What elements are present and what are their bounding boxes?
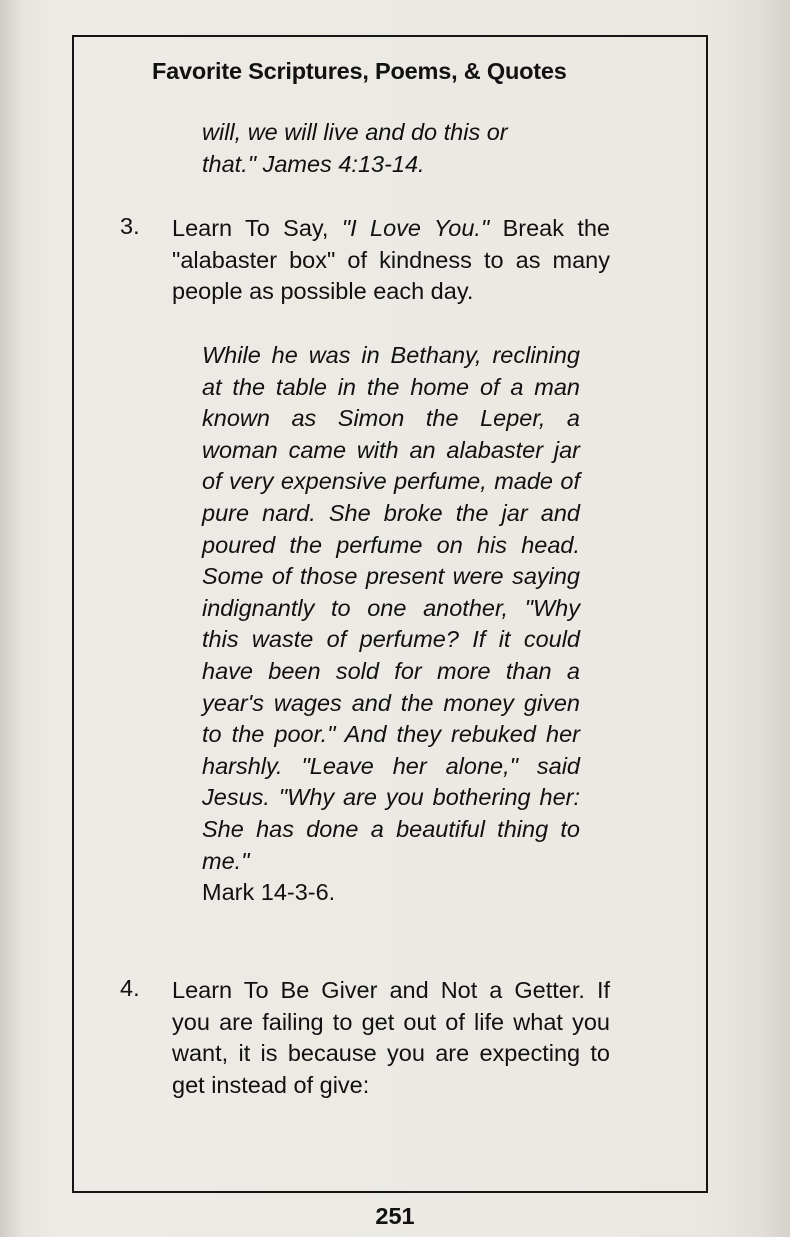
item-4-text: Learn To Be Giver and Not a Getter. If you are failing to get out of life what you want, it is because you are expecting to get instead of give: [172, 977, 610, 1098]
james-quote-line-2: that." James 4:13-14. [202, 150, 425, 177]
page-number: 251 [375, 1203, 415, 1229]
james-quote [202, 117, 580, 180]
item-3-text [172, 213, 610, 308]
item-3-rest: Break the "alabaster box" of kindness to as many people as possible each day. [172, 215, 610, 305]
item-4-number: 4. [120, 975, 140, 1001]
james-quote-line-1: will, we will live and do this or [202, 119, 508, 145]
mark-quote [202, 340, 580, 909]
mark-quote-reference: Mark 14-3-6. [202, 879, 336, 906]
item-3-lead: Learn To Say, [172, 215, 342, 241]
mark-quote-text: While he was in Bethany, reclining at the table in the home of a man known as Simon the Leper, a woman came with an alabaster jar of very expensive perfume, made of pure nard. She broke the jar and poured the perfume on his head. Some of those present were saying indignantly to one another, "Why this waste of perfume? If it could have been sold for more than a year's wages and the money given to the poor." And they rebuked her harshly. "Leave her alone," said Jesus. "Why are you bothering her: She has done a beautiful thing to me." [202, 342, 580, 874]
item-3-lead-italic: "I Love You." [341, 215, 490, 241]
item-3-number: 3. [120, 213, 140, 239]
page-header: Favorite Scriptures, Poems, & Quotes [152, 58, 567, 84]
